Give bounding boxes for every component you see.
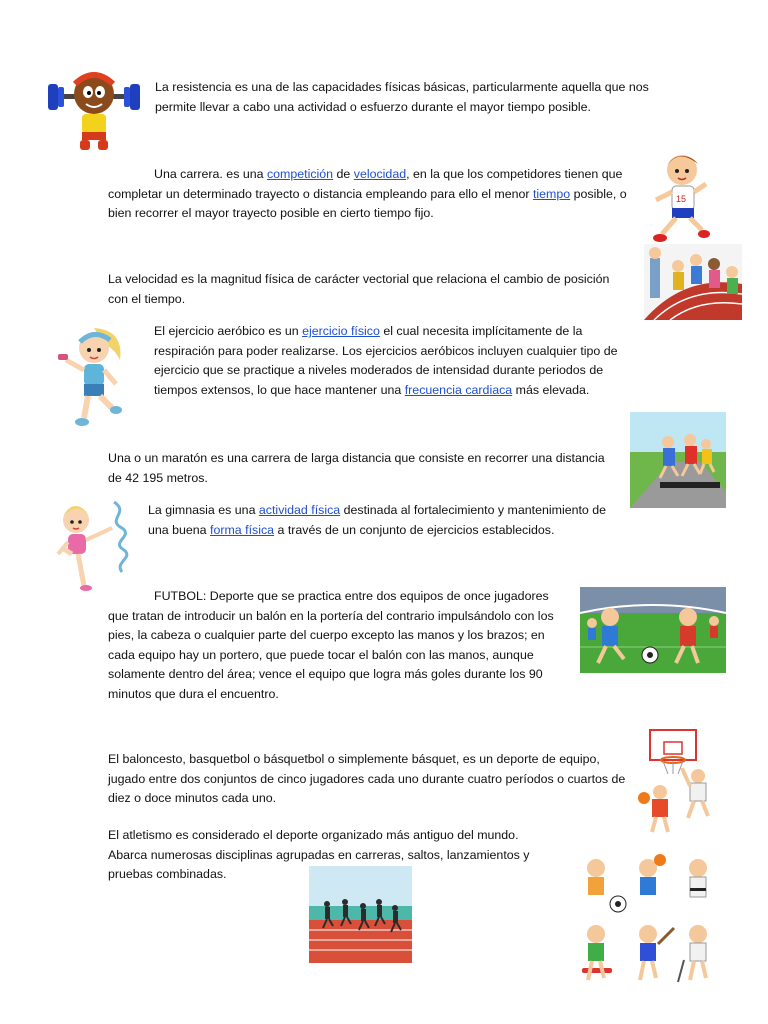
marathon-runners-illustration: [630, 412, 726, 508]
futbol-paragraph: [108, 587, 572, 705]
velocidad-paragraph: La velocidad es la magnitud física de carácter vectorial que relaciona el cambio de posición con el tiempo.: [108, 272, 610, 306]
baloncesto-paragraph: El baloncesto, basquetbol o básquetbol o simplemente básquet, es un deporte de equipo, jugado entre dos conjuntos de cinco jugadores cada uno durante cuatro períodos o cuartos de diez o doce minutos cada uno.: [108, 752, 626, 806]
basketball-kids-illustration: [628, 728, 718, 836]
kids-sports-collage-illustration: [574, 848, 724, 998]
weightlifter-illustration: [46, 66, 142, 154]
link-forma-fisica[interactable]: forma física: [210, 522, 275, 537]
runner-boy-illustration: [648, 150, 710, 245]
track-runners-illustration: [309, 866, 412, 963]
link-ejercicio-fisico[interactable]: ejercicio físico: [302, 324, 380, 338]
gimnasia-text-3: a través de un conjunto de ejercicios establecidos.: [274, 522, 555, 537]
gymnast-girl-illustration: [54, 498, 134, 592]
aerobico-paragraph: [154, 322, 626, 400]
carrera-text-2: de: [333, 167, 354, 181]
carrera-text-4: posible, o bien recorrer el mayor trayecto posible en cierto tiempo fijo.: [108, 186, 627, 221]
carrera-text-1: Una carrera. es una: [154, 167, 267, 181]
carrera-text-3: , en la que los competidores tienen que completar un determinado trayecto o distancia empleando para ello el menor: [108, 167, 623, 201]
link-actividad-fisica[interactable]: actividad física: [258, 503, 341, 517]
futbol-text: FUTBOL: Deporte que se practica entre dos equipos de once jugadores que tratan de introducir un balón en la portería del contrario impulsándolo con los pies, la cabeza o cualquier parte del cuerpo excepto las manos y los brazos; en cada equipo hay un portero, que puede tocar el balón con las manos, aunque solamente dentro del área; vence el equipo que logra más goles durante los 90 minutos que dura el encuentro.: [108, 589, 554, 701]
gimnasia-text-1: La gimnasia es una: [148, 503, 259, 517]
link-frecuencia-cardiaca[interactable]: frecuencia cardiaca: [404, 382, 513, 397]
gimnasia-paragraph: [148, 501, 624, 540]
carrera-paragraph: [108, 165, 638, 224]
aerobic-girl-illustration: [54, 326, 130, 430]
aerobico-text-3: más elevada.: [512, 382, 590, 397]
link-tiempo[interactable]: tiempo: [532, 186, 571, 201]
gimnasia-text-2: destinada al fortalecimiento y mantenimiento de una buena: [148, 503, 607, 537]
svg-text:15: 15: [676, 194, 687, 204]
link-competicion[interactable]: competición: [266, 167, 334, 181]
kids-running-track-illustration: [644, 244, 742, 320]
resistencia-paragraph: La resistencia es una de las capacidades físicas básicas, particularmente aquella que nos permite llevar a cabo una actividad o esfuerzo durante el mayor tiempo posible.: [155, 80, 649, 114]
atletismo-paragraph: El atletismo es considerado el deporte organizado más antiguo del mundo. Abarca numerosas disciplinas agrupadas en carreras, saltos, lanzamientos y pruebas combinadas.: [108, 828, 530, 882]
soccer-kids-illustration: [580, 587, 726, 673]
maraton-paragraph: Una o un maratón es una carrera de larga distancia que consiste en recorrer una distancia de 42 195 metros.: [108, 451, 605, 485]
aerobico-text-1: El ejercicio aeróbico es un: [154, 324, 303, 338]
link-velocidad[interactable]: velocidad: [353, 167, 407, 181]
aerobico-text-2: el cual necesita implícitamente de la respiración para poder realizarse. Los ejercicios aeróbicos incluyen cualquier tipo de ejercicio que se practique a niveles moderados de intensidad durante periodos de tiempos extensos, lo que hace mantener una: [154, 324, 618, 397]
